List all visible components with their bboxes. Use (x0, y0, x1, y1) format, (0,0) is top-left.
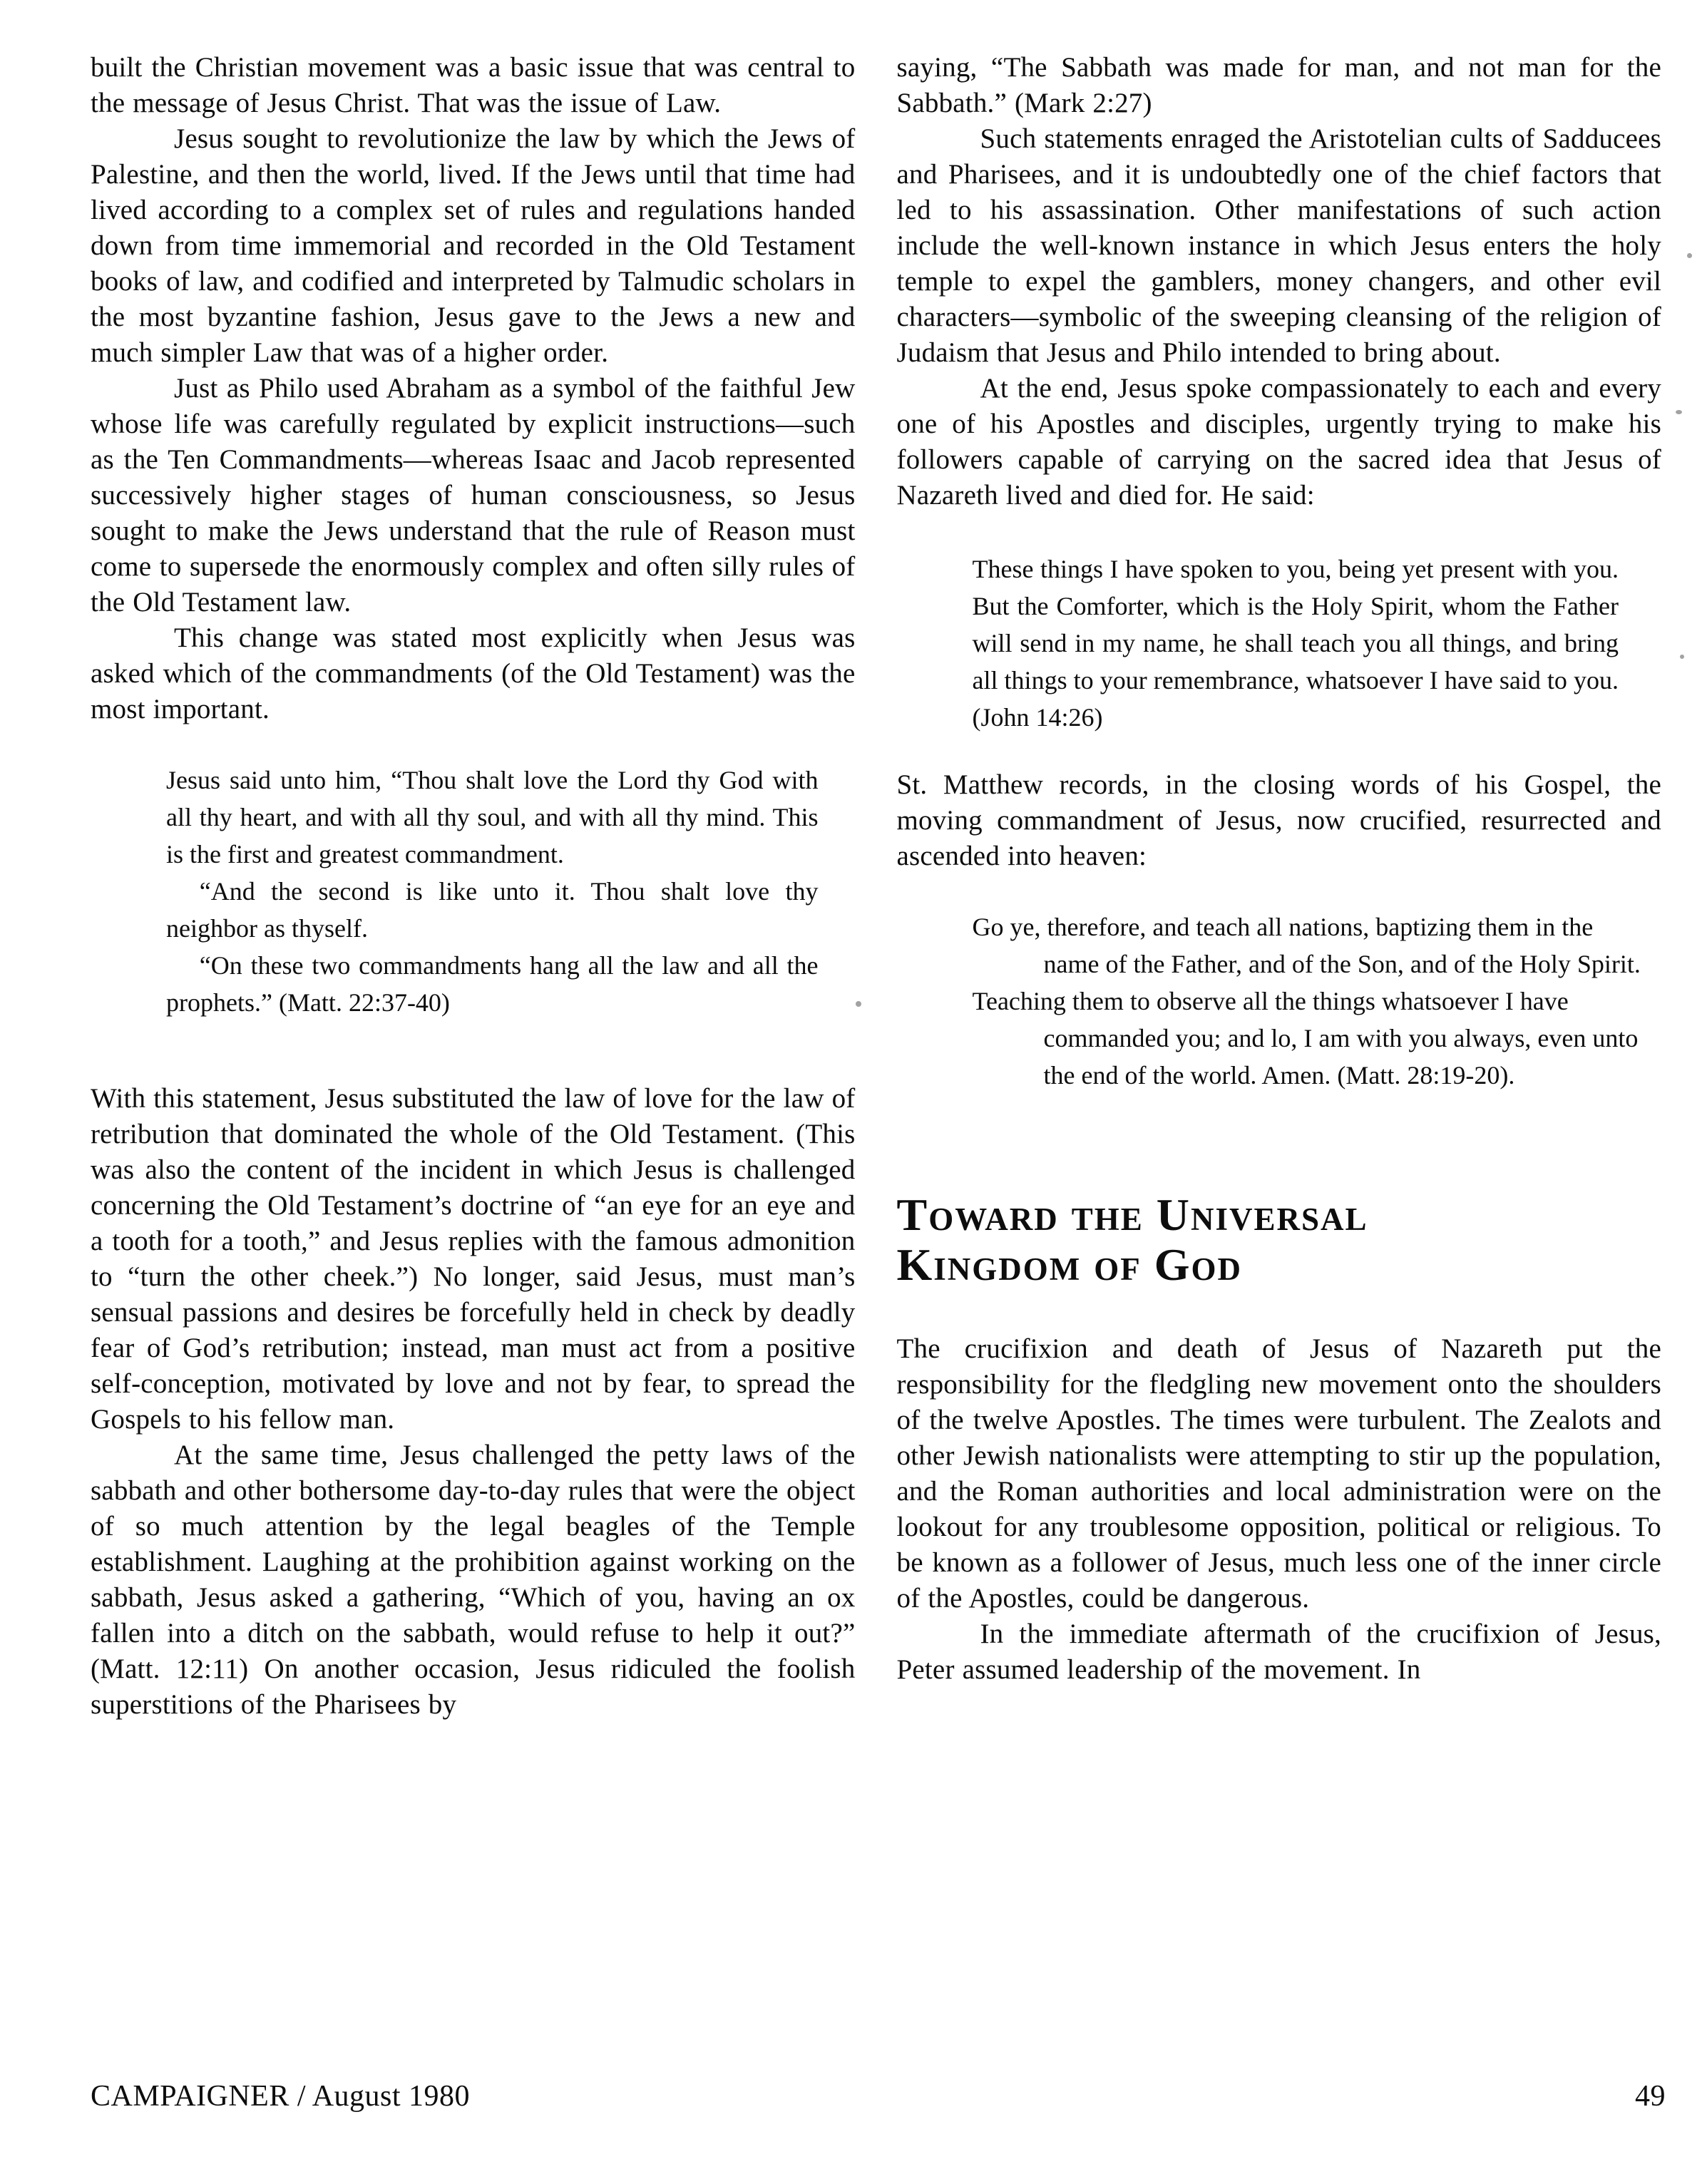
quote-paragraph: “On these two commandments hang all the law and all the prophets.” (Matt. 22:37-40) (166, 951, 819, 1017)
quote-paragraph: Go ye, therefore, and teach all nations, baptizing them in the name of the Father, and of the Son, and of the Holy Spirit. (972, 913, 1641, 978)
paragraph: Jesus sought to revolutionize the law by which the Jews of Palestine, and then the world, lived. If the Jews until that time had lived according to a complex set of rules and regulations handed down from time immemorial and recorded in the Old Testament books of law, and codified and interpreted by Talmudic scholars in the most byzantine fashion, Jesus gave to the Jews a new and much simpler Law that was of a higher order. (91, 123, 856, 368)
quote-paragraph: Teaching them to observe all the things whatsoever I have commanded you; and lo, I am with you always, even unto the end of the world. Amen. (Matt. 28:19-20). (972, 987, 1639, 1090)
page-footer (91, 2079, 1666, 2113)
block-quote-matthew-22 (166, 762, 819, 1021)
paragraph: In the immediate aftermath of the crucifixion of Jesus, Peter assumed leadership of the movement. In (896, 1619, 1661, 1685)
scan-speck (1687, 253, 1692, 258)
paragraph: Such statements enraged the Aristotelian cults of Sadducees and Pharisees, and it is undoubtedly one of the chief factors that led to his assassination. Other manifestations of such action include the well-known instance in which Jesus enters the holy temple to expel the gamblers, money changers, and other evil characters—symbolic of the sweeping cleansing of the religion of Judaism that Jesus and Philo intended to bring about. (896, 123, 1661, 368)
page-number: 49 (1635, 2080, 1666, 2113)
paragraph: At the same time, Jesus challenged the petty laws of the sabbath and other bothersome day-to-day rules that were the object of so much attention by the legal beagles of the Temple establishment. Laughing at the prohibition against working on the sabbath, Jesus asked a gathering, “Which of you, having an ox fallen into a ditch on the sabbath, would refuse to help it out?” (Matt. 12:11) On another occasion, Jesus ridiculed the foolish superstitions of the Pharisees by (91, 1440, 856, 1720)
quote-paragraph: These things I have spoken to you, being yet present with you. But the Comforter, which is the Holy Spirit, whom the Father will send in my name, he shall teach you all things, and bring all things to your remembrance, whatsoever I have said to you. (John 14:26) (972, 555, 1619, 732)
paragraph: built the Christian movement was a basic issue that was central to the message of Jesus Christ. That was the issue of Law. (91, 52, 856, 118)
paragraph: St. Matthew records, in the closing words of his Gospel, the moving commandment of Jesus, now crucified, resurrected and ascended into heaven: (896, 769, 1661, 871)
paragraph: The crucifixion and death of Jesus of Nazareth put the responsibility for the fledgling new movement onto the shoulders of the twelve Apostles. The times were turbulent. The Zealots and other Jewish nationalists were attempting to stir up the population, and the Roman authorities and local administration were on the lookout for any troublesome opposition, political or religious. To be known as a follower of Jesus, much less one of the inner circle of the Apostles, could be dangerous. (896, 1333, 1661, 1614)
right-column (897, 50, 1662, 1723)
section-heading-line2: Kingdom of God (896, 1239, 1243, 1290)
paragraph: With this statement, Jesus substituted the law of love for the law of retribution that dominated the whole of the Old Testament. (This was also the content of the incident in which Jesus is challenged concerning the Old Testament’s doctrine of “an eye for an eye and a tooth for a tooth,” and Jesus replies with the famous admonition to “turn the other cheek.”) No longer, said Jesus, must man’s sensual passions and desires be forcefully held in check by deadly fear of God’s retribution; instead, man must act from a positive self-conception, motivated by love and not by fear, to spread the Gospels to his fellow man. (91, 1083, 856, 1435)
section-heading-line1: Toward the Universal (896, 1189, 1368, 1240)
left-column (91, 50, 856, 1723)
block-quote-john-14 (973, 550, 1619, 736)
scan-speck (1680, 655, 1684, 659)
scan-speck (1676, 410, 1682, 414)
paragraph: Just as Philo used Abraham as a symbol of the faithful Jew whose life was carefully regulated by explicit instructions—such as the Ten Commandments—whereas Isaac and Jacob represented successively higher stages of human consciousness, so Jesus sought to make the Jews understand that the rule of Reason must come to supersede the enormously complex and often silly rules of the Old Testament law. (91, 373, 856, 617)
journal-footer-text: CAMPAIGNER / August 1980 (91, 2080, 471, 2113)
paragraph: This change was stated most explicitly when Jesus was asked which of the commandments (of the Old Testament) was the most important. (91, 622, 856, 724)
quote-paragraph: “And the second is like unto it. Thou shalt love thy neighbor as thyself. (166, 877, 819, 943)
scan-speck (856, 1001, 861, 1007)
quote-paragraph: Jesus said unto him, “Thou shalt love the Lord thy God with all thy heart, and with all thy soul, and with all thy mind. This is the first and greatest commandment. (166, 766, 819, 868)
block-quote-matthew-28 (973, 908, 1649, 1094)
paragraph: At the end, Jesus spoke compassionately to each and every one of his Apostles and disciples, urgently trying to make his followers capable of carrying on the sacred idea that Jesus of Nazareth lived and died for. He said: (896, 373, 1661, 511)
two-column-layout (91, 50, 1661, 1723)
paragraph: saying, “The Sabbath was made for man, and not man for the Sabbath.” (Mark 2:27) (896, 52, 1661, 118)
section-heading (897, 1190, 1662, 1290)
